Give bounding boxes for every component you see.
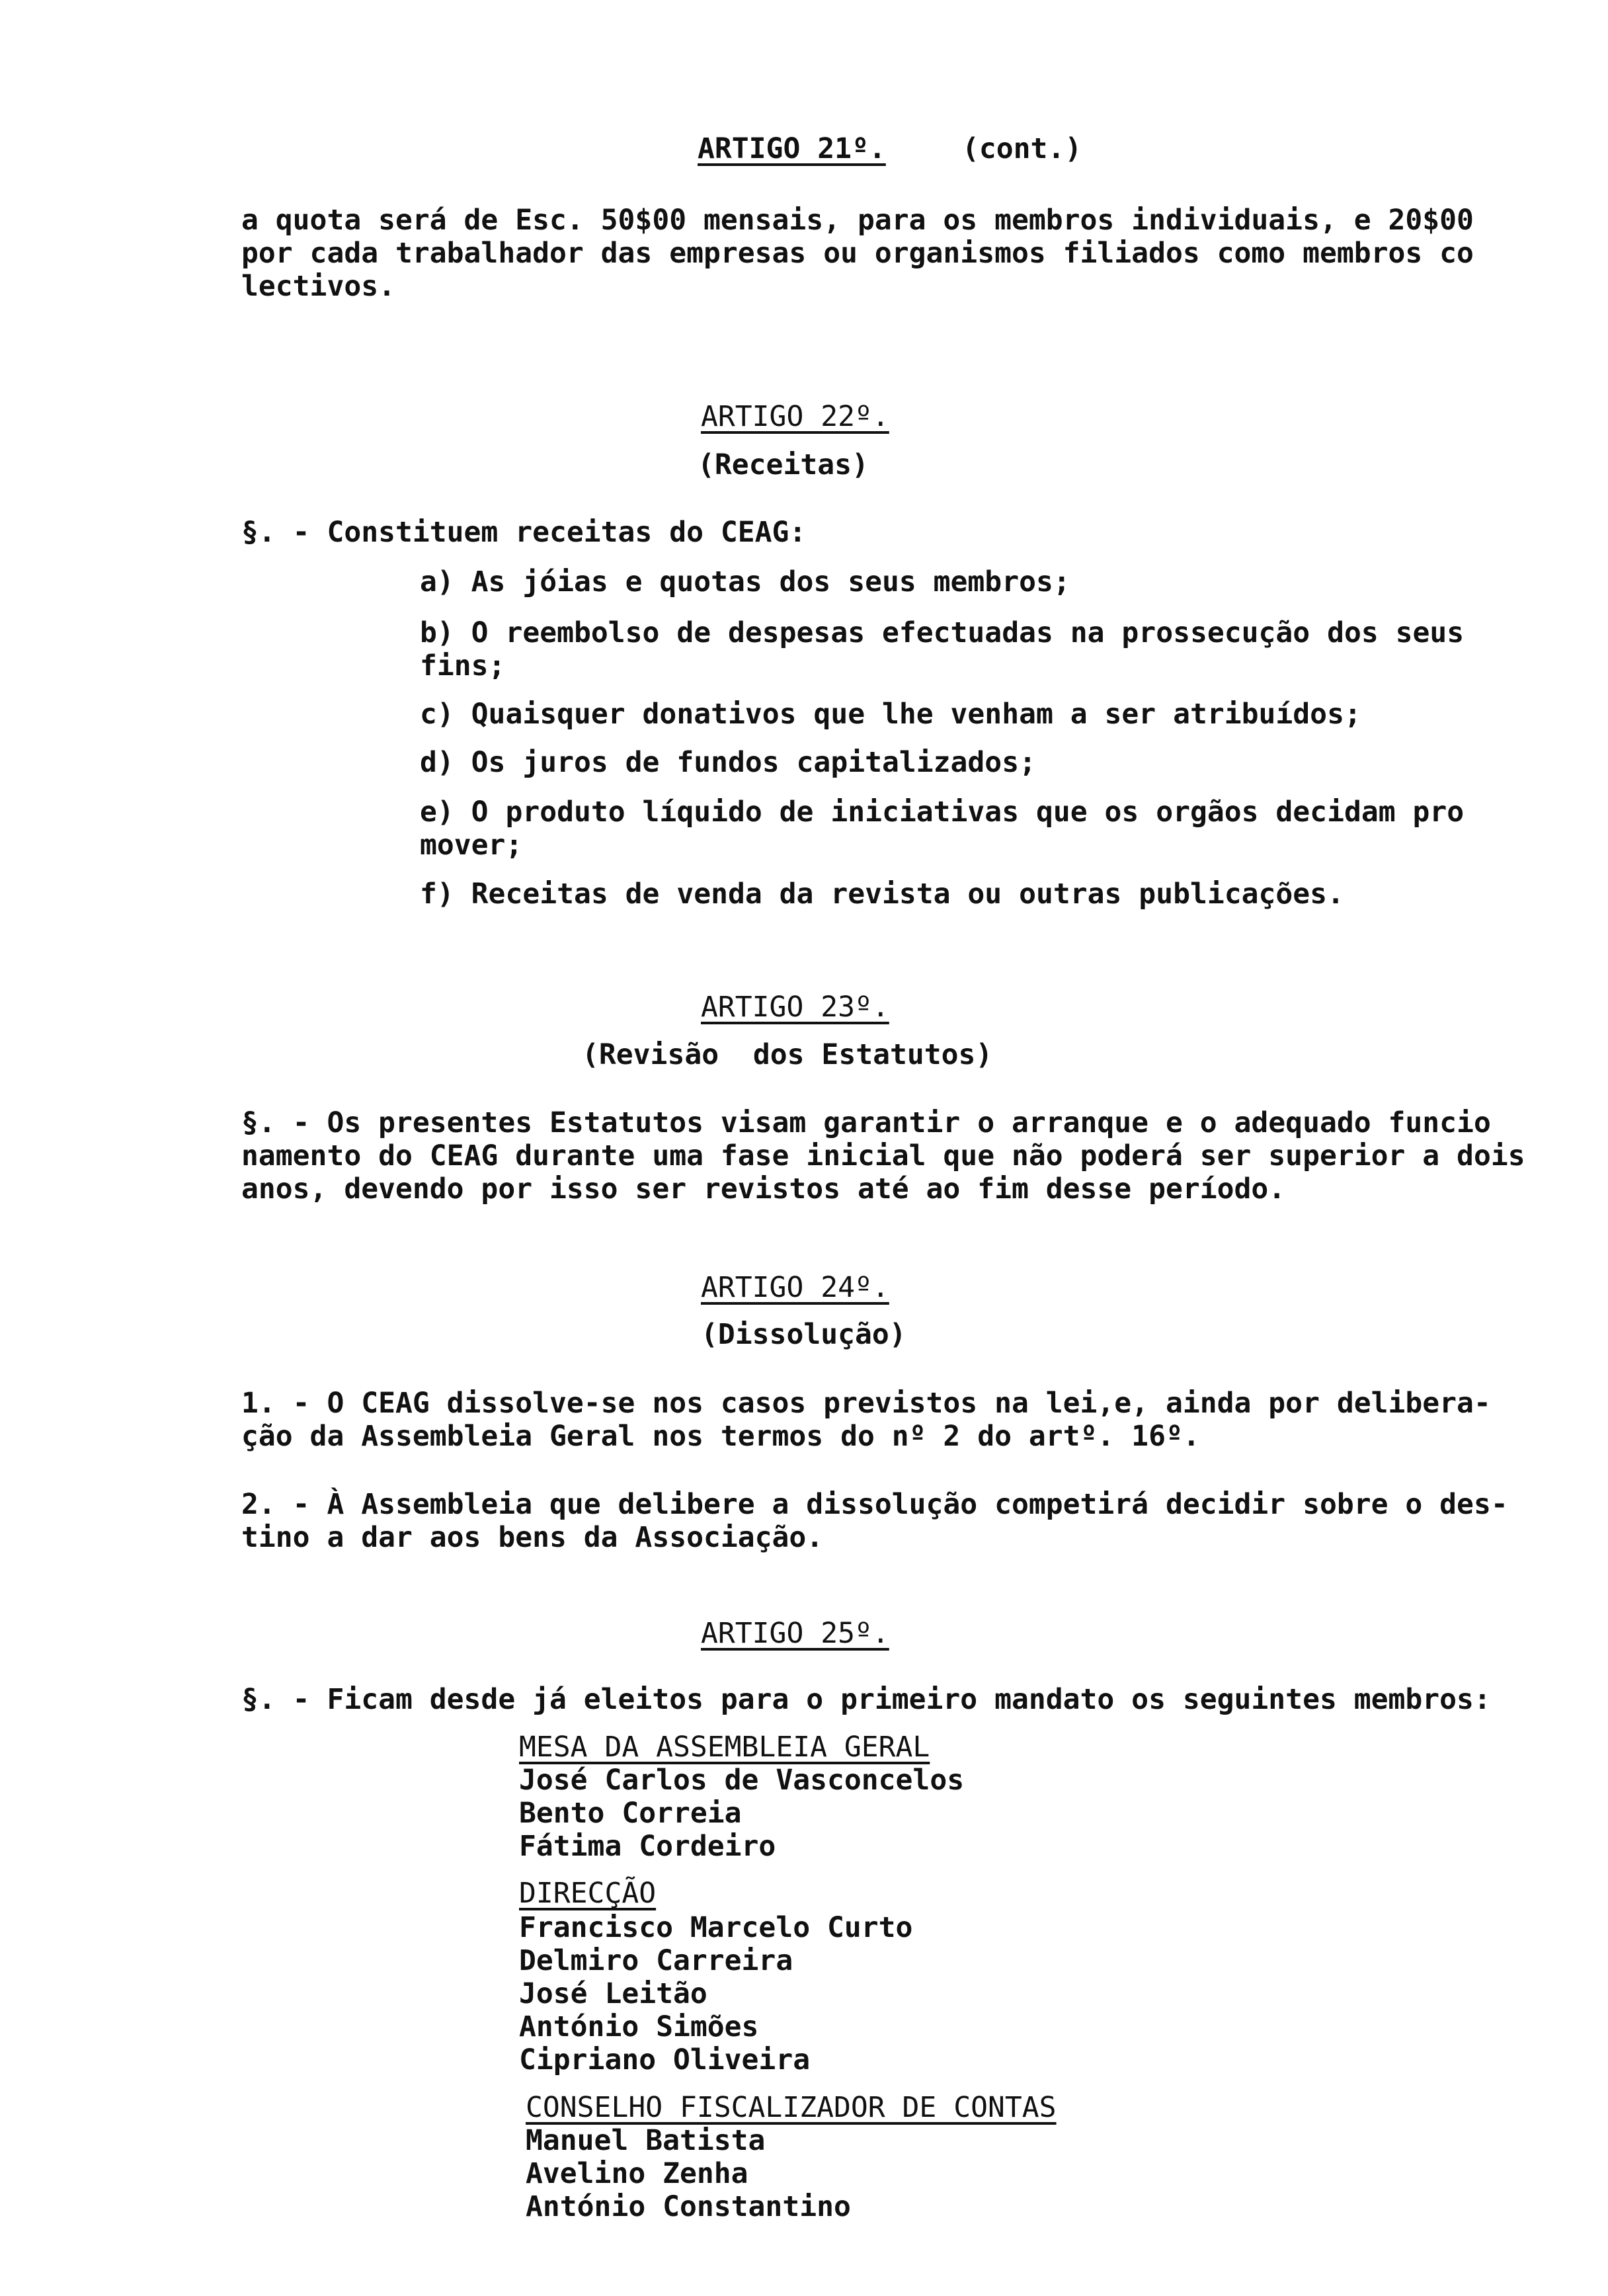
art21-text: a quota será de Esc. 50$00 mensais, para os membros individuais, e 20$00 por cada trabalhador das empresas ou organismos filiados como membros co lectivos. [241,204,1474,303]
art23-subtitle: (Revisão dos Estatutos) [582,1038,993,1071]
member-name: Francisco Marcelo Curto [519,1911,913,1944]
art21-cont: (cont.) [962,132,1082,165]
member-name: José Carlos de Vasconcelos [519,1764,965,1797]
member-name: Fátima Cordeiro [519,1830,776,1863]
group-title-direccao: DIRECÇÃO [519,1877,657,1910]
art22-item-b: b) O reembolso de despesas efectuadas na prossecução dos seus fins; [420,616,1465,682]
member-name: António Simões [519,2010,759,2043]
art24-paragraph-2: 2. - À Assembleia que delibere a dissolução competirá decidir sobre o des- tino a dar aos bens da Associação. [241,1488,1508,1554]
art23-text: §. - Os presentes Estatutos visam garantir o arranque e o adequado funcio namento do CEAG durante uma fase inicial que não poderá ser superior a dois anos, devendo por isso ser revistos até ao fim desse período. [241,1106,1525,1206]
art22-subtitle: (Receitas) [698,448,869,481]
group-title-mesa: MESA DA ASSEMBLEIA GERAL [519,1731,930,1764]
group-title-conselho: CONSELHO FISCALIZADOR DE CONTAS [526,2091,1057,2124]
member-name: Bento Correia [519,1797,742,1830]
art21-heading: ARTIGO 21º. [698,132,886,165]
art22-item-f: f) Receitas de venda da revista ou outras publicações. [420,878,1344,911]
member-name: Delmiro Carreira [519,1944,793,1977]
art25-intro: §. - Ficam desde já eleitos para o primeiro mandato os seguintes membros: [241,1683,1491,1716]
art22-item-d: d) Os juros de fundos capitalizados; [420,746,1036,779]
art25-heading: ARTIGO 25º. [701,1617,889,1650]
art22-item-c: c) Quaisquer donativos que lhe venham a ser atribuídos; [420,698,1361,731]
member-name: José Leitão [519,1977,707,2010]
art23-heading: ARTIGO 23º. [701,991,889,1024]
art24-subtitle: (Dissolução) [701,1318,906,1351]
member-name: Manuel Batista [526,2124,766,2157]
art22-intro: §. - Constituem receitas do CEAG: [241,516,807,549]
art22-item-a: a) As jóias e quotas dos seus membros; [420,565,1070,598]
art24-heading: ARTIGO 24º. [701,1271,889,1304]
art22-heading: ARTIGO 22º. [701,400,889,433]
art24-paragraph-1: 1. - O CEAG dissolve-se nos casos previstos na lei,e, ainda por delibera- ção da Assembleia Geral nos termos do nº 2 do artº. 16º. [241,1387,1491,1453]
art22-item-e: e) O produto líquido de iniciativas que os orgãos decidam pro mover; [420,796,1465,862]
member-name: António Constantino [526,2190,851,2223]
member-name: Avelino Zenha [526,2157,748,2190]
member-name: Cipriano Oliveira [519,2043,811,2076]
